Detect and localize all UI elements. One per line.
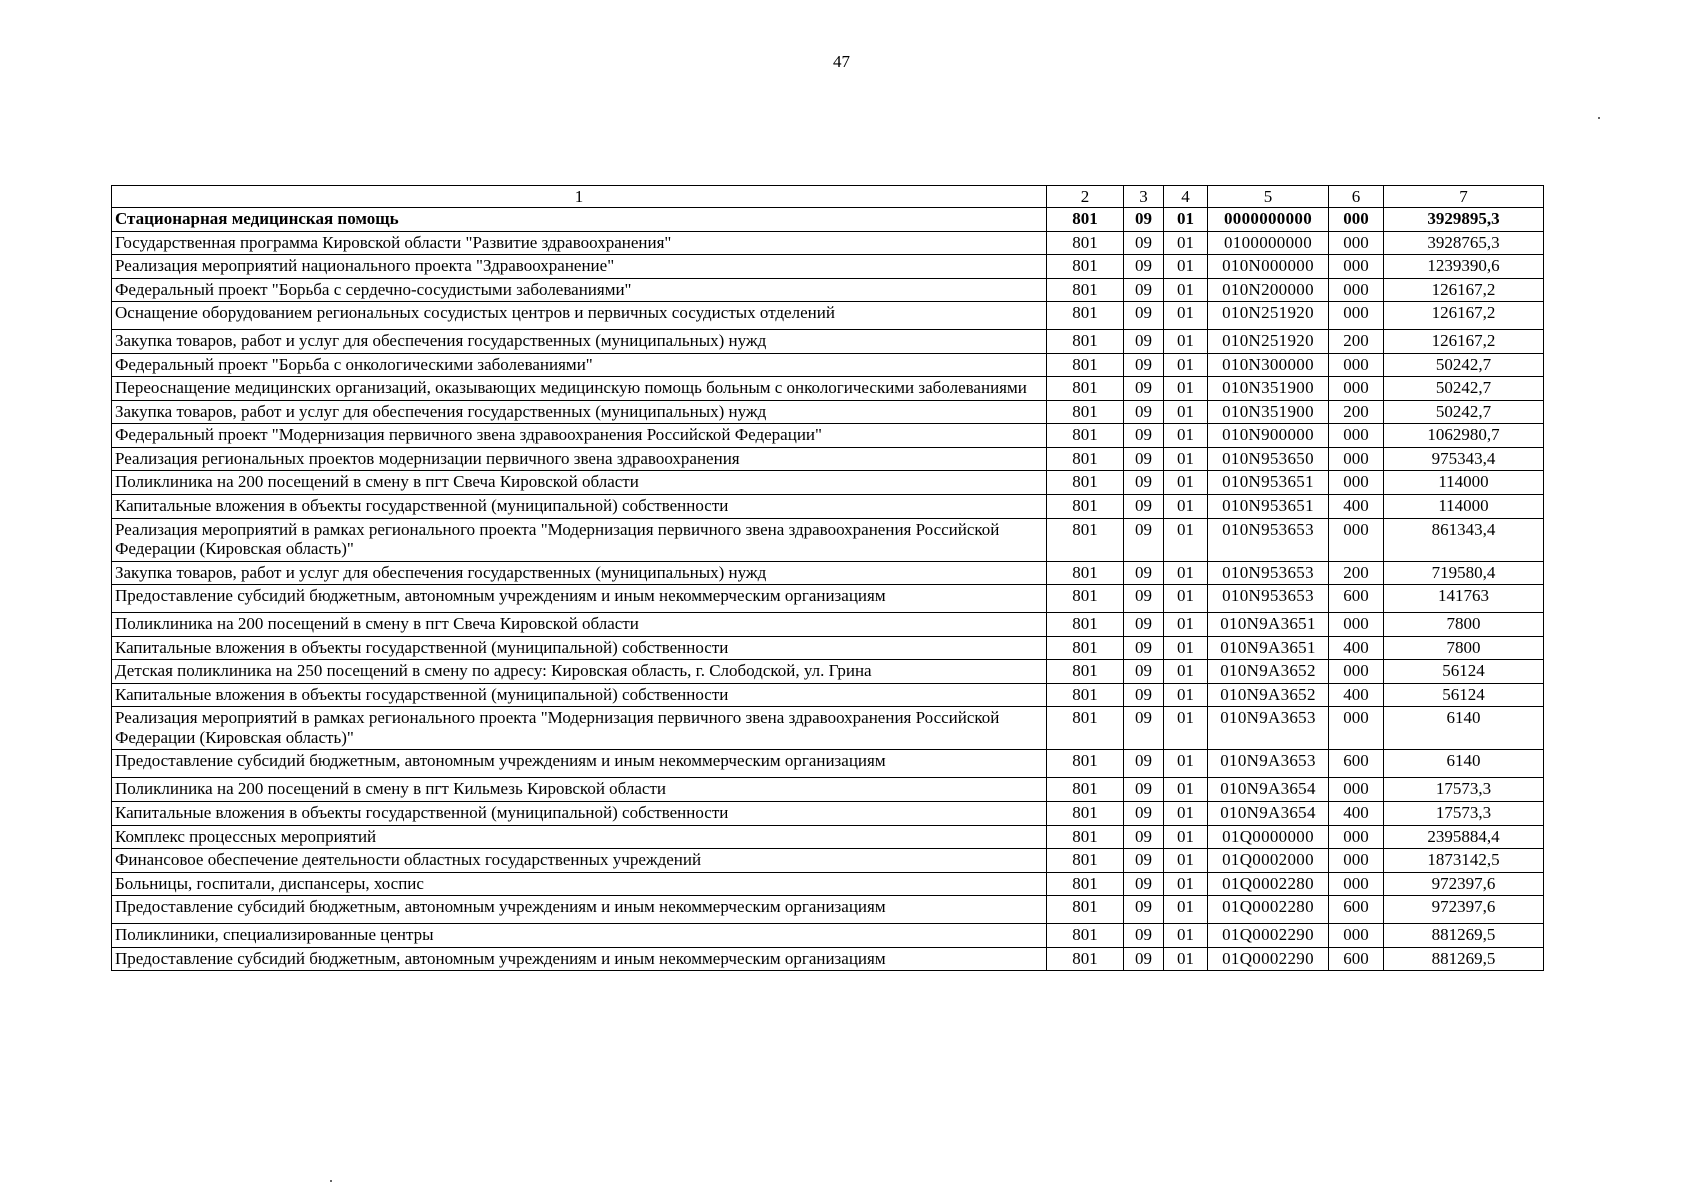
- cell-description: Федеральный проект "Борьба с онкологическими заболеваниями": [112, 353, 1047, 377]
- cell-expense-type: 000: [1329, 424, 1384, 448]
- table-row: [112, 947, 1544, 971]
- cell-section-code: 09: [1124, 208, 1164, 232]
- cell-target-code: 0000000000: [1208, 208, 1329, 232]
- cell-section-code: 09: [1124, 447, 1164, 471]
- cell-section-code: 09: [1124, 495, 1164, 519]
- cell-description: Оснащение оборудованием региональных сосудистых центров и первичных сосудистых отделений: [112, 302, 1047, 330]
- table-row: [112, 778, 1544, 802]
- cell-description: Закупка товаров, работ и услуг для обеспечения государственных (муниципальных) нужд: [112, 400, 1047, 424]
- cell-subsection-code: 01: [1164, 400, 1208, 424]
- cell-amount: 861343,4: [1384, 518, 1544, 561]
- cell-section-code: 09: [1124, 750, 1164, 778]
- cell-ministry-code: 801: [1047, 896, 1124, 924]
- cell-ministry-code: 801: [1047, 924, 1124, 948]
- cell-subsection-code: 01: [1164, 636, 1208, 660]
- cell-ministry-code: 801: [1047, 353, 1124, 377]
- header-col-3: 3: [1124, 186, 1164, 208]
- cell-ministry-code: 801: [1047, 825, 1124, 849]
- cell-amount: 972397,6: [1384, 872, 1544, 896]
- cell-section-code: 09: [1124, 924, 1164, 948]
- cell-ministry-code: 801: [1047, 231, 1124, 255]
- table-row: [112, 660, 1544, 684]
- cell-description: Поликлиника на 200 посещений в смену в пгт Свеча Кировской области: [112, 471, 1047, 495]
- cell-description: Предоставление субсидий бюджетным, автономным учреждениям и иным некоммерческим организациям: [112, 585, 1047, 613]
- cell-expense-type: 000: [1329, 872, 1384, 896]
- cell-ministry-code: 801: [1047, 613, 1124, 637]
- cell-section-code: 09: [1124, 471, 1164, 495]
- cell-expense-type: 000: [1329, 778, 1384, 802]
- cell-ministry-code: 801: [1047, 377, 1124, 401]
- cell-expense-type: 000: [1329, 377, 1384, 401]
- table-row: [112, 278, 1544, 302]
- table-row: [112, 495, 1544, 519]
- cell-section-code: 09: [1124, 778, 1164, 802]
- cell-subsection-code: 01: [1164, 231, 1208, 255]
- cell-expense-type: 000: [1329, 302, 1384, 330]
- cell-subsection-code: 01: [1164, 924, 1208, 948]
- cell-amount: 114000: [1384, 495, 1544, 519]
- cell-target-code: 010N9A3652: [1208, 683, 1329, 707]
- cell-subsection-code: 01: [1164, 707, 1208, 750]
- cell-amount: 1239390,6: [1384, 255, 1544, 279]
- table-row: [112, 636, 1544, 660]
- cell-subsection-code: 01: [1164, 802, 1208, 826]
- cell-expense-type: 600: [1329, 896, 1384, 924]
- table-row: [112, 353, 1544, 377]
- cell-description: Комплекс процессных мероприятий: [112, 825, 1047, 849]
- cell-amount: 56124: [1384, 683, 1544, 707]
- cell-ministry-code: 801: [1047, 872, 1124, 896]
- table-row: [112, 802, 1544, 826]
- cell-ministry-code: 801: [1047, 495, 1124, 519]
- table-row: [112, 255, 1544, 279]
- cell-target-code: 010N953651: [1208, 495, 1329, 519]
- cell-ministry-code: 801: [1047, 683, 1124, 707]
- cell-description: Больницы, госпитали, диспансеры, хоспис: [112, 872, 1047, 896]
- table-row: [112, 447, 1544, 471]
- cell-target-code: 010N251920: [1208, 330, 1329, 354]
- cell-amount: 126167,2: [1384, 278, 1544, 302]
- cell-ministry-code: 801: [1047, 447, 1124, 471]
- cell-description: Детская поликлиника на 250 посещений в смену по адресу: Кировская область, г. Слободской, ул. Грина: [112, 660, 1047, 684]
- cell-expense-type: 000: [1329, 707, 1384, 750]
- cell-amount: 975343,4: [1384, 447, 1544, 471]
- cell-section-code: 09: [1124, 683, 1164, 707]
- cell-section-code: 09: [1124, 400, 1164, 424]
- cell-ministry-code: 801: [1047, 518, 1124, 561]
- cell-amount: 3929895,3: [1384, 208, 1544, 232]
- cell-expense-type: 600: [1329, 750, 1384, 778]
- cell-subsection-code: 01: [1164, 825, 1208, 849]
- cell-description: Закупка товаров, работ и услуг для обеспечения государственных (муниципальных) нужд: [112, 561, 1047, 585]
- cell-ministry-code: 801: [1047, 302, 1124, 330]
- cell-ministry-code: 801: [1047, 660, 1124, 684]
- table-row: [112, 400, 1544, 424]
- budget-table: [111, 185, 1544, 971]
- cell-amount: 719580,4: [1384, 561, 1544, 585]
- cell-expense-type: 000: [1329, 825, 1384, 849]
- cell-subsection-code: 01: [1164, 660, 1208, 684]
- table-row: [112, 424, 1544, 448]
- cell-subsection-code: 01: [1164, 750, 1208, 778]
- cell-amount: 114000: [1384, 471, 1544, 495]
- cell-section-code: 09: [1124, 849, 1164, 873]
- cell-ministry-code: 801: [1047, 947, 1124, 971]
- cell-ministry-code: 801: [1047, 802, 1124, 826]
- header-col-4: 4: [1164, 186, 1208, 208]
- cell-section-code: 09: [1124, 896, 1164, 924]
- cell-target-code: 01Q0002000: [1208, 849, 1329, 873]
- cell-subsection-code: 01: [1164, 947, 1208, 971]
- cell-amount: 3928765,3: [1384, 231, 1544, 255]
- cell-description: Реализация мероприятий в рамках регионального проекта "Модернизация первичного звена здравоохранения Российской Федерации (Кировская область)": [112, 707, 1047, 750]
- header-col-1: 1: [112, 186, 1047, 208]
- cell-subsection-code: 01: [1164, 849, 1208, 873]
- cell-expense-type: 400: [1329, 495, 1384, 519]
- cell-section-code: 09: [1124, 825, 1164, 849]
- cell-ministry-code: 801: [1047, 278, 1124, 302]
- cell-expense-type: 600: [1329, 585, 1384, 613]
- table-row: [112, 330, 1544, 354]
- cell-target-code: 010N9A3651: [1208, 613, 1329, 637]
- cell-target-code: 010N953653: [1208, 561, 1329, 585]
- cell-expense-type: 400: [1329, 636, 1384, 660]
- cell-ministry-code: 801: [1047, 208, 1124, 232]
- cell-amount: 50242,7: [1384, 353, 1544, 377]
- cell-amount: 1873142,5: [1384, 849, 1544, 873]
- cell-section-code: 09: [1124, 302, 1164, 330]
- table-row: [112, 924, 1544, 948]
- cell-amount: 972397,6: [1384, 896, 1544, 924]
- cell-subsection-code: 01: [1164, 561, 1208, 585]
- cell-section-code: 09: [1124, 518, 1164, 561]
- table-row: [112, 683, 1544, 707]
- table-row: [112, 585, 1544, 613]
- cell-expense-type: 000: [1329, 447, 1384, 471]
- cell-ministry-code: 801: [1047, 471, 1124, 495]
- cell-expense-type: 000: [1329, 255, 1384, 279]
- header-col-7: 7: [1384, 186, 1544, 208]
- cell-subsection-code: 01: [1164, 471, 1208, 495]
- scan-speck: [1598, 117, 1600, 119]
- cell-subsection-code: 01: [1164, 613, 1208, 637]
- cell-section-code: 09: [1124, 424, 1164, 448]
- cell-amount: 6140: [1384, 750, 1544, 778]
- cell-description: Реализация мероприятий в рамках регионального проекта "Модернизация первичного звена здравоохранения Российской Федерации (Кировская область)": [112, 518, 1047, 561]
- cell-expense-type: 000: [1329, 849, 1384, 873]
- table-row: [112, 518, 1544, 561]
- cell-description: Капитальные вложения в объекты государственной (муниципальной) собственности: [112, 636, 1047, 660]
- cell-section-code: 09: [1124, 613, 1164, 637]
- cell-target-code: 010N9A3654: [1208, 778, 1329, 802]
- cell-target-code: 010N9A3653: [1208, 750, 1329, 778]
- cell-section-code: 09: [1124, 278, 1164, 302]
- cell-description: Закупка товаров, работ и услуг для обеспечения государственных (муниципальных) нужд: [112, 330, 1047, 354]
- cell-target-code: 010N300000: [1208, 353, 1329, 377]
- cell-target-code: 010N953653: [1208, 518, 1329, 561]
- cell-target-code: 010N953653: [1208, 585, 1329, 613]
- cell-description: Стационарная медицинская помощь: [112, 208, 1047, 232]
- cell-target-code: 010N000000: [1208, 255, 1329, 279]
- cell-amount: 7800: [1384, 636, 1544, 660]
- cell-target-code: 01Q0002290: [1208, 924, 1329, 948]
- cell-target-code: 010N9A3654: [1208, 802, 1329, 826]
- cell-expense-type: 200: [1329, 561, 1384, 585]
- table-row: [112, 208, 1544, 232]
- table-row: [112, 231, 1544, 255]
- cell-ministry-code: 801: [1047, 424, 1124, 448]
- cell-amount: 2395884,4: [1384, 825, 1544, 849]
- scan-speck: [330, 1180, 332, 1182]
- cell-target-code: 010N9A3651: [1208, 636, 1329, 660]
- table-row: [112, 750, 1544, 778]
- cell-subsection-code: 01: [1164, 585, 1208, 613]
- cell-section-code: 09: [1124, 377, 1164, 401]
- table-row: [112, 707, 1544, 750]
- cell-ministry-code: 801: [1047, 400, 1124, 424]
- cell-target-code: 010N9A3652: [1208, 660, 1329, 684]
- cell-section-code: 09: [1124, 947, 1164, 971]
- cell-section-code: 09: [1124, 802, 1164, 826]
- cell-section-code: 09: [1124, 330, 1164, 354]
- cell-amount: 7800: [1384, 613, 1544, 637]
- table-header: [112, 186, 1544, 208]
- cell-subsection-code: 01: [1164, 208, 1208, 232]
- cell-ministry-code: 801: [1047, 255, 1124, 279]
- table-row: [112, 302, 1544, 330]
- cell-amount: 141763: [1384, 585, 1544, 613]
- cell-ministry-code: 801: [1047, 849, 1124, 873]
- cell-target-code: 010N251920: [1208, 302, 1329, 330]
- cell-target-code: 01Q0000000: [1208, 825, 1329, 849]
- cell-expense-type: 000: [1329, 518, 1384, 561]
- cell-target-code: 0100000000: [1208, 231, 1329, 255]
- table-row: [112, 613, 1544, 637]
- cell-amount: 56124: [1384, 660, 1544, 684]
- cell-description: Поликлиника на 200 посещений в смену в пгт Свеча Кировской области: [112, 613, 1047, 637]
- cell-target-code: 010N953651: [1208, 471, 1329, 495]
- cell-ministry-code: 801: [1047, 707, 1124, 750]
- header-col-6: 6: [1329, 186, 1384, 208]
- table-row: [112, 896, 1544, 924]
- cell-description: Государственная программа Кировской области "Развитие здравоохранения": [112, 231, 1047, 255]
- cell-expense-type: 000: [1329, 278, 1384, 302]
- cell-description: Предоставление субсидий бюджетным, автономным учреждениям и иным некоммерческим организациям: [112, 896, 1047, 924]
- cell-target-code: 010N351900: [1208, 400, 1329, 424]
- cell-section-code: 09: [1124, 585, 1164, 613]
- cell-target-code: 01Q0002280: [1208, 872, 1329, 896]
- cell-subsection-code: 01: [1164, 872, 1208, 896]
- cell-ministry-code: 801: [1047, 585, 1124, 613]
- cell-ministry-code: 801: [1047, 561, 1124, 585]
- cell-amount: 50242,7: [1384, 400, 1544, 424]
- header-row: [112, 186, 1544, 208]
- cell-subsection-code: 01: [1164, 447, 1208, 471]
- cell-section-code: 09: [1124, 707, 1164, 750]
- cell-section-code: 09: [1124, 255, 1164, 279]
- cell-description: Поликлиника на 200 посещений в смену в пгт Кильмезь Кировской области: [112, 778, 1047, 802]
- cell-description: Федеральный проект "Борьба с сердечно-сосудистыми заболеваниями": [112, 278, 1047, 302]
- cell-amount: 126167,2: [1384, 302, 1544, 330]
- cell-subsection-code: 01: [1164, 778, 1208, 802]
- cell-target-code: 010N900000: [1208, 424, 1329, 448]
- cell-target-code: 010N351900: [1208, 377, 1329, 401]
- cell-section-code: 09: [1124, 872, 1164, 896]
- cell-expense-type: 000: [1329, 353, 1384, 377]
- cell-subsection-code: 01: [1164, 424, 1208, 448]
- cell-amount: 881269,5: [1384, 947, 1544, 971]
- cell-section-code: 09: [1124, 561, 1164, 585]
- cell-target-code: 010N9A3653: [1208, 707, 1329, 750]
- cell-section-code: 09: [1124, 636, 1164, 660]
- cell-expense-type: 000: [1329, 613, 1384, 637]
- cell-description: Предоставление субсидий бюджетным, автономным учреждениям и иным некоммерческим организациям: [112, 750, 1047, 778]
- cell-subsection-code: 01: [1164, 518, 1208, 561]
- cell-section-code: 09: [1124, 231, 1164, 255]
- page-number: 47: [833, 52, 850, 71]
- cell-ministry-code: 801: [1047, 778, 1124, 802]
- table-row: [112, 849, 1544, 873]
- cell-subsection-code: 01: [1164, 495, 1208, 519]
- cell-expense-type: 000: [1329, 924, 1384, 948]
- cell-subsection-code: 01: [1164, 255, 1208, 279]
- cell-ministry-code: 801: [1047, 750, 1124, 778]
- cell-description: Федеральный проект "Модернизация первичного звена здравоохранения Российской Федерации": [112, 424, 1047, 448]
- cell-description: Капитальные вложения в объекты государственной (муниципальной) собственности: [112, 495, 1047, 519]
- cell-description: Переоснащение медицинских организаций, оказывающих медицинскую помощь больным с онкологическими заболеваниями: [112, 377, 1047, 401]
- cell-ministry-code: 801: [1047, 330, 1124, 354]
- cell-subsection-code: 01: [1164, 330, 1208, 354]
- cell-target-code: 01Q0002280: [1208, 896, 1329, 924]
- cell-target-code: 010N200000: [1208, 278, 1329, 302]
- cell-description: Реализация региональных проектов модернизации первичного звена здравоохранения: [112, 447, 1047, 471]
- cell-expense-type: 400: [1329, 802, 1384, 826]
- header-col-2: 2: [1047, 186, 1124, 208]
- table-row: [112, 872, 1544, 896]
- cell-expense-type: 400: [1329, 683, 1384, 707]
- cell-target-code: 01Q0002290: [1208, 947, 1329, 971]
- cell-expense-type: 000: [1329, 660, 1384, 684]
- cell-description: Финансовое обеспечение деятельности областных государственных учреждений: [112, 849, 1047, 873]
- cell-amount: 17573,3: [1384, 802, 1544, 826]
- cell-subsection-code: 01: [1164, 353, 1208, 377]
- cell-ministry-code: 801: [1047, 636, 1124, 660]
- cell-subsection-code: 01: [1164, 377, 1208, 401]
- cell-expense-type: 000: [1329, 208, 1384, 232]
- table-row: [112, 377, 1544, 401]
- cell-subsection-code: 01: [1164, 278, 1208, 302]
- cell-amount: 1062980,7: [1384, 424, 1544, 448]
- cell-target-code: 010N953650: [1208, 447, 1329, 471]
- cell-expense-type: 000: [1329, 231, 1384, 255]
- table-row: [112, 471, 1544, 495]
- cell-expense-type: 200: [1329, 400, 1384, 424]
- cell-subsection-code: 01: [1164, 896, 1208, 924]
- table-row: [112, 561, 1544, 585]
- table-body: [112, 208, 1544, 971]
- cell-amount: 881269,5: [1384, 924, 1544, 948]
- cell-description: Предоставление субсидий бюджетным, автономным учреждениям и иным некоммерческим организациям: [112, 947, 1047, 971]
- cell-description: Реализация мероприятий национального проекта "Здравоохранение": [112, 255, 1047, 279]
- cell-amount: 6140: [1384, 707, 1544, 750]
- cell-amount: 50242,7: [1384, 377, 1544, 401]
- header-col-5: 5: [1208, 186, 1329, 208]
- cell-section-code: 09: [1124, 660, 1164, 684]
- cell-section-code: 09: [1124, 353, 1164, 377]
- table-row: [112, 825, 1544, 849]
- cell-subsection-code: 01: [1164, 683, 1208, 707]
- cell-amount: 17573,3: [1384, 778, 1544, 802]
- cell-description: Капитальные вложения в объекты государственной (муниципальной) собственности: [112, 802, 1047, 826]
- cell-description: Капитальные вложения в объекты государственной (муниципальной) собственности: [112, 683, 1047, 707]
- cell-expense-type: 200: [1329, 330, 1384, 354]
- cell-amount: 126167,2: [1384, 330, 1544, 354]
- cell-expense-type: 600: [1329, 947, 1384, 971]
- cell-description: Поликлиники, специализированные центры: [112, 924, 1047, 948]
- cell-subsection-code: 01: [1164, 302, 1208, 330]
- cell-expense-type: 000: [1329, 471, 1384, 495]
